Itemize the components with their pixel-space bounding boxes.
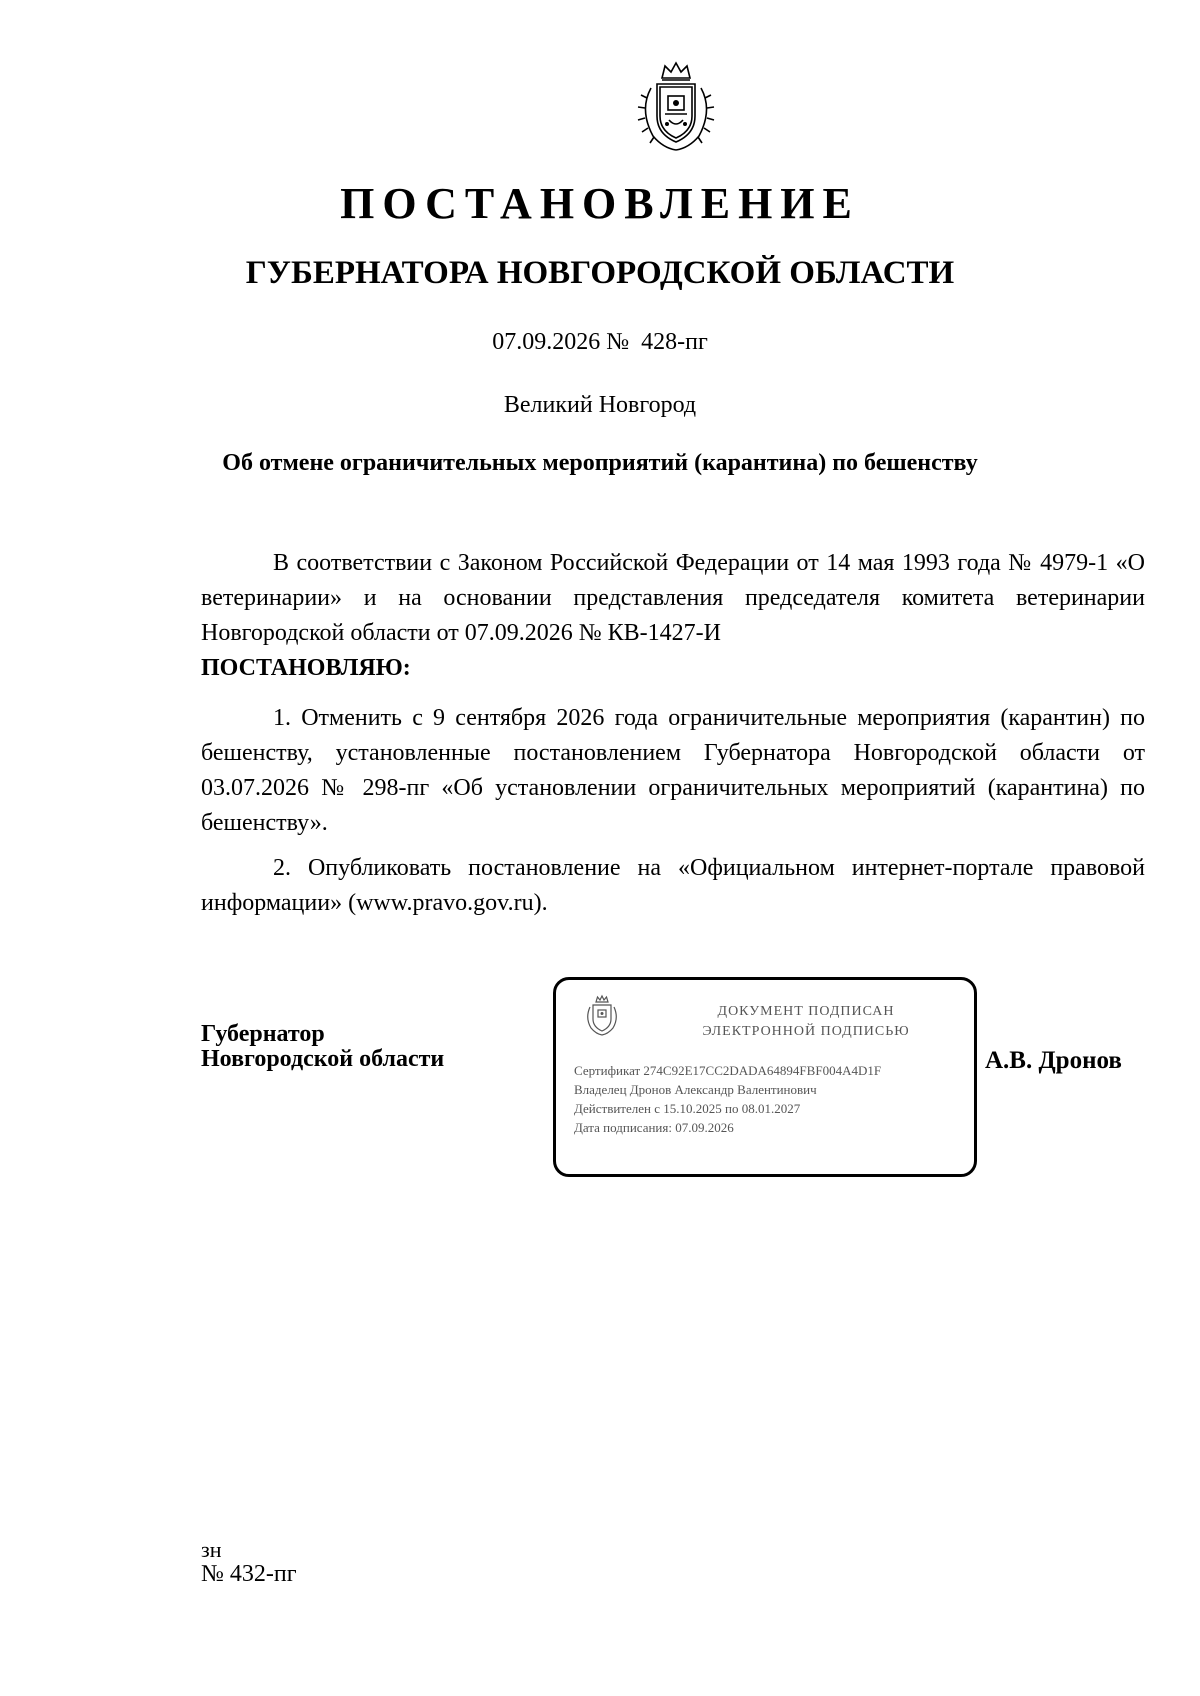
footer-number: № 432-пг [201,1561,297,1587]
document-title: ПОСТАНОВЛЕНИЕ [340,179,860,228]
signatory-role-line-2: Новгородской области [201,1046,445,1072]
footer-code: зн [201,1537,222,1562]
stamp-certificate: Сертификат 274C92E17CC2DADA64894FBF004A4D1F [574,1063,882,1078]
document-subtitle: ГУБЕРНАТОРА НОВГОРОДСКОЙ ОБЛАСТИ [245,255,955,291]
stamp-validity: Действителен с 15.10.2025 по 08.01.2027 [574,1101,801,1116]
coat-of-arms-icon [629,58,723,158]
number-sign: № [606,329,630,355]
preamble-paragraph: В соответствии с Законом Российской Федерации от 14 мая 1993 года № 4979-1 «О ветеринарии» и на основании представления председателя комитета ветеринарии Новгородской области от 07.09.2026 № КВ-1427-И [201,550,1145,646]
signatory-role [201,1022,444,1072]
electronic-signature-stamp [553,977,977,1177]
stamp-header [646,1002,966,1042]
decree-word: ПОСТАНОВЛЯЮ: [201,655,411,681]
city-name: Великий Новгород [503,392,697,418]
signer-name: А.В. Дронов [985,1047,1122,1074]
document-heading: Об отмене ограничительных мероприятий (карантина) по бешенству [222,450,978,476]
stamp-header-line-2: ЭЛЕКТРОННОЙ ПОДПИСЬЮ [702,1024,910,1039]
document-date: 07.09.2026 [492,329,601,355]
date-number-line [0,327,1200,357]
stamp-header-line-1: ДОКУМЕНТ ПОДПИСАН [717,1004,895,1019]
document-number: 428-пг [641,329,708,355]
stamp-signed-date: Дата подписания: 07.09.2026 [574,1120,734,1135]
stamp-details [574,1061,974,1137]
item-2-block [201,851,1145,921]
preamble-block [201,546,1145,651]
item-1-block [201,701,1145,841]
decree-item-2: 2. Опубликовать постановление на «Официальном интернет-портале правовой информации» (www.pravo.gov.ru). [201,855,1145,916]
decree-item-1: 1. Отменить с 9 сентября 2026 года ограничительные мероприятия (карантин) по бешенству, установленные постановлением Губернатора Новгородской области от 03.07.2026 № 298-пг «Об установлении ограничительных мероприятий (карантина) по бешенству». [201,705,1145,836]
stamp-coat-of-arms-icon [582,994,622,1038]
stamp-owner: Владелец Дронов Александр Валентинович [574,1082,817,1097]
signatory-role-line-1: Губернатор [201,1021,325,1047]
